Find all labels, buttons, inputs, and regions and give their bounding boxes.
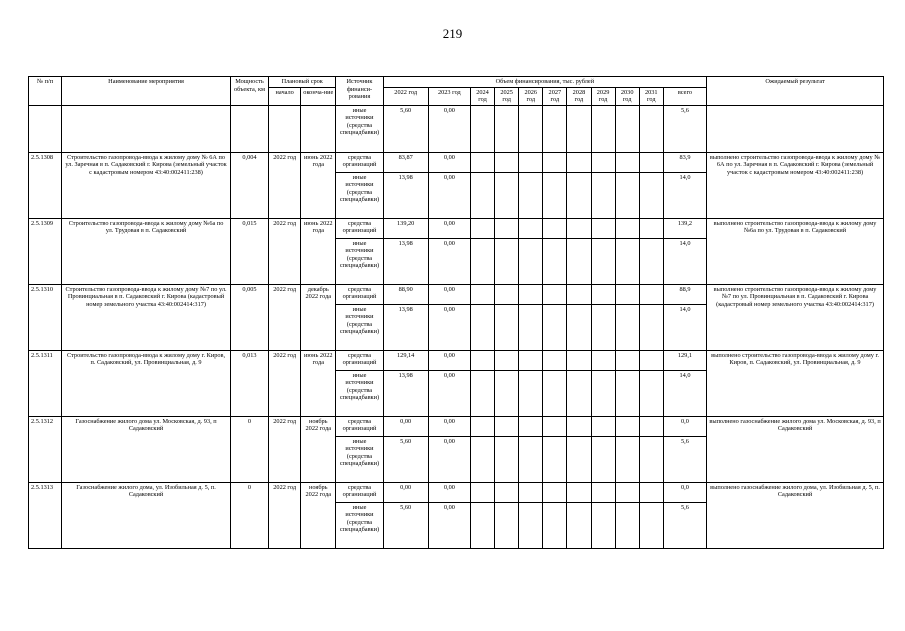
header-term-end: оконча-ние	[301, 87, 336, 105]
value-total: 129,1	[663, 350, 706, 370]
table-row	[29, 105, 884, 152]
value-2023: 0,00	[428, 105, 470, 152]
source-cell: иные источники (средства спецнадбавки)	[336, 370, 383, 416]
row-name: Строительство газопровода-ввода к жилому дому № 6А по ул. Заречная в п. Садаковский г. Кирова (земельный участок с кадастровым номером 43:40:002411:238)	[62, 152, 231, 218]
table-row	[29, 416, 884, 436]
source-cell: иные источники (средства спецнадбавки)	[336, 436, 383, 482]
value-2023: 0,00	[428, 284, 470, 304]
header-year-2024: 2024 год	[470, 87, 494, 105]
value-2022: 83,87	[383, 152, 428, 172]
source-cell: средства организаций	[336, 416, 383, 436]
row-start: 2022 год	[269, 350, 301, 416]
row-capacity: 0,013	[230, 350, 268, 416]
value-2022: 0,00	[383, 482, 428, 502]
value-2022: 13,98	[383, 304, 428, 350]
value-2023: 0,00	[428, 370, 470, 416]
header-year-2026: 2026 год	[519, 87, 543, 105]
row-start: 2022 год	[269, 284, 301, 350]
source-cell: иные источники (средства спецнадбавки)	[336, 502, 383, 548]
row-result: выполнено газоснабжение жилого дома, ул. Изобильная д. 5, п. Садаковский	[707, 482, 884, 548]
value-total: 88,9	[663, 284, 706, 304]
row-num: 2.5.1312	[29, 416, 62, 482]
row-start: 2022 год	[269, 152, 301, 218]
header-year-2025: 2025 год	[495, 87, 519, 105]
header-year-2022: 2022 год	[383, 87, 428, 105]
row-result: выполнено строительство газопровода-ввода к жилому дому № 6А по ул. Заречная в п. Садаковский г. Кирова (земельный участок с кадастровым номером 43:40:002411:238)	[707, 152, 884, 218]
value-2023: 0,00	[428, 304, 470, 350]
value-total: 0,0	[663, 416, 706, 436]
row-name: Строительство газопровода-ввода к жилому дому №7 по ул. Провинциальная в п. Садаковский г. Кирова (кадастровый номер земельного участка 43:40:002414:317)	[62, 284, 231, 350]
source-cell: средства организаций	[336, 350, 383, 370]
header-year-2029: 2029 год	[591, 87, 615, 105]
row-end: июнь 2022 года	[301, 152, 336, 218]
source-cell: иные источники (средства спецнадбавки)	[336, 105, 383, 152]
financing-table	[28, 76, 884, 549]
table-body	[29, 152, 884, 548]
source-cell: иные источники (средства спецнадбавки)	[336, 238, 383, 284]
value-2022: 13,98	[383, 238, 428, 284]
value-total: 83,9	[663, 152, 706, 172]
value-2022: 5,60	[383, 436, 428, 482]
row-name: Строительство газопровода-ввода к жилому дому №6а по ул. Трудовая в п. Садаковский	[62, 218, 231, 284]
row-end: ноябрь 2022 года	[301, 416, 336, 482]
value-2022: 139,20	[383, 218, 428, 238]
table-row	[29, 152, 884, 172]
value-2023: 0,00	[428, 416, 470, 436]
page-number: 219	[442, 26, 463, 41]
value-2022: 13,98	[383, 370, 428, 416]
row-name: Газоснабжение жилого дома ул. Московская, д. 93, п Садаковский	[62, 416, 231, 482]
header-result: Ожидаемый результат	[707, 77, 884, 106]
table-row	[29, 284, 884, 304]
value-total: 139,2	[663, 218, 706, 238]
row-capacity: 0	[230, 482, 268, 548]
row-num: 2.5.1310	[29, 284, 62, 350]
row-end: декабрь 2022 года	[301, 284, 336, 350]
value-total: 5,6	[663, 436, 706, 482]
source-cell: иные источники (средства спецнадбавки)	[336, 304, 383, 350]
value-total: 14,0	[663, 238, 706, 284]
value-2023: 0,00	[428, 152, 470, 172]
row-name: Строительство газопровода-ввода к жилому дому г. Киров, п. Садаковский, ул. Провинциальная, д. 9	[62, 350, 231, 416]
value-2022: 5,60	[383, 502, 428, 548]
header-total: всего	[663, 87, 706, 105]
row-end: июнь 2022 года	[301, 350, 336, 416]
header-year-2028: 2028 год	[567, 87, 591, 105]
row-num: 2.5.1313	[29, 482, 62, 548]
row-capacity: 0,005	[230, 284, 268, 350]
row-num: 2.5.1311	[29, 350, 62, 416]
value-total: 0,0	[663, 482, 706, 502]
source-cell: средства организаций	[336, 152, 383, 172]
header-term: Плановый срок	[269, 77, 336, 88]
table-row	[29, 218, 884, 238]
row-capacity: 0,015	[230, 218, 268, 284]
source-cell: средства организаций	[336, 284, 383, 304]
row-name: Газоснабжение жилого дома, ул. Изобильная д. 5, п. Садаковский	[62, 482, 231, 548]
value-total: 14,0	[663, 304, 706, 350]
row-result: выполнено газоснабжение жилого дома ул. Московская, д. 93, п Садаковский	[707, 416, 884, 482]
value-2023: 0,00	[428, 482, 470, 502]
value-2022: 0,00	[383, 416, 428, 436]
header-num: № п/п	[29, 77, 62, 106]
source-cell: иные источники (средства спецнадбавки)	[336, 172, 383, 218]
table-row	[29, 482, 884, 502]
value-2023: 0,00	[428, 350, 470, 370]
value-total: 5,6	[663, 105, 706, 152]
value-2022: 129,14	[383, 350, 428, 370]
row-result: выполнено строительство газопровода-ввода к жилому дому №7 по ул. Провинциальная в п. Садаковский г. Кирова (кадастровый номер земельного участка 43:40:002414:317)	[707, 284, 884, 350]
header-year-2023: 2023 год	[428, 87, 470, 105]
header-volume: Объем финансирования, тыс. рублей	[383, 77, 707, 88]
header-source: Источник финанси-рования	[336, 77, 383, 106]
value-2023: 0,00	[428, 238, 470, 284]
value-2023: 0,00	[428, 436, 470, 482]
value-total: 14,0	[663, 172, 706, 218]
value-2023: 0,00	[428, 502, 470, 548]
table-row	[29, 350, 884, 370]
header-term-start: начало	[269, 87, 301, 105]
row-end: ноябрь 2022 года	[301, 482, 336, 548]
row-result: выполнено строительство газопровода-ввода к жилому дому г. Киров, п. Садаковский, ул. Провинциальная, д. 9	[707, 350, 884, 416]
row-num: 2.5.1309	[29, 218, 62, 284]
header-name: Наименование мероприятия	[62, 77, 231, 106]
row-capacity: 0,004	[230, 152, 268, 218]
header-capacity: Мощность объекта, км	[230, 77, 268, 106]
value-2023: 0,00	[428, 172, 470, 218]
row-start: 2022 год	[269, 482, 301, 548]
header-year-2031: 2031 год	[639, 87, 663, 105]
row-end: июнь 2022 года	[301, 218, 336, 284]
row-result: выполнено строительство газопровода-ввода к жилому дому №6а по ул. Трудовая в п. Садаковский	[707, 218, 884, 284]
value-2022: 5,60	[383, 105, 428, 152]
source-cell: средства организаций	[336, 218, 383, 238]
row-start: 2022 год	[269, 416, 301, 482]
row-num: 2.5.1308	[29, 152, 62, 218]
header-year-2027: 2027 год	[543, 87, 567, 105]
header-year-2030: 2030 год	[615, 87, 639, 105]
row-start: 2022 год	[269, 218, 301, 284]
value-2023: 0,00	[428, 218, 470, 238]
row-capacity: 0	[230, 416, 268, 482]
source-cell: средства организаций	[336, 482, 383, 502]
value-total: 5,6	[663, 502, 706, 548]
value-total: 14,0	[663, 370, 706, 416]
value-2022: 88,90	[383, 284, 428, 304]
value-2022: 13,98	[383, 172, 428, 218]
